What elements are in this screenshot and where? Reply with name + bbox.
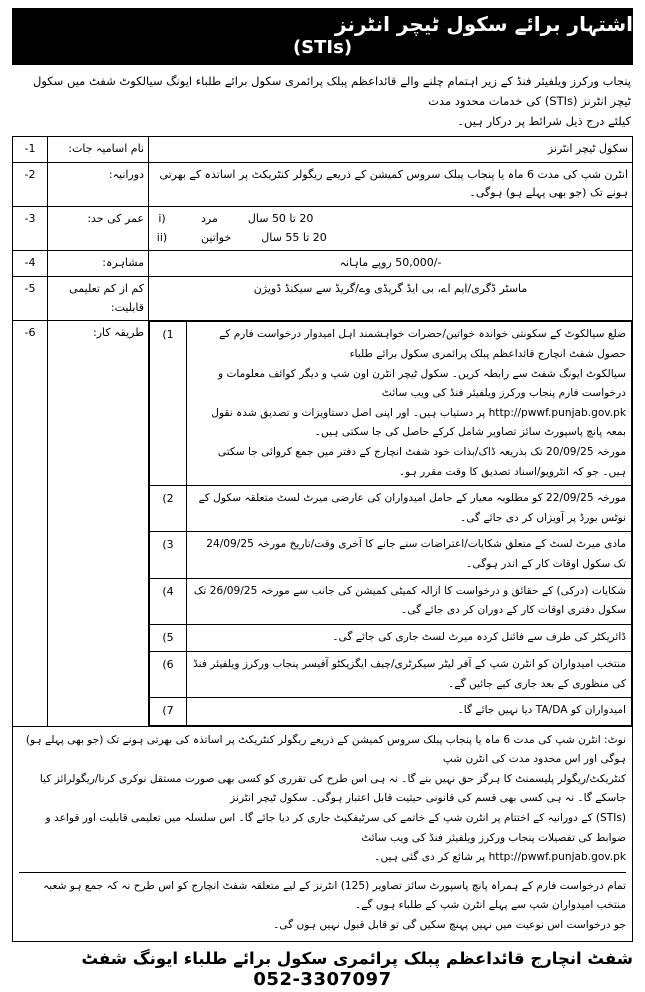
notes-block [12, 727, 633, 942]
row-body [149, 162, 633, 206]
row-label: طریقہ کار: [48, 321, 149, 726]
procedure-list [149, 321, 632, 725]
row-body [149, 321, 633, 726]
procedure-item-number: (2 [150, 486, 187, 532]
procedure-item-text [187, 652, 632, 698]
note-line: (STIs) کے دورانیہ کے اختتام پر انٹرن شپ کے خاتمے کی سرٹیفکیٹ جاری کر دیا جائے گا۔ اس سلسلہ میں تعلیمی قابلیت اور قواعد و ضوابط کی تفصیلات پنجاب ورکرز ویلفیئر فنڈ کی ویب سائٹ [45, 812, 626, 844]
row-label: دورانیہ: [48, 162, 149, 206]
procedure-item-text [187, 698, 632, 725]
row-label: نام اسامیہ جات: [48, 136, 149, 162]
note-line: جو درخواست اس نوعیت میں نہیں پہنچ سکیں گی تو قابل قبول نہیں ہوں گی۔ [273, 919, 626, 931]
procedure-item-number: (6 [150, 652, 187, 698]
table-row [13, 136, 633, 162]
procedure-item-text [187, 322, 632, 486]
table-row [13, 277, 633, 321]
row-label: کم از کم تعلیمی قابلیت: [48, 277, 149, 321]
age-row-gender: خواتین [201, 230, 232, 244]
procedure-item [150, 322, 632, 486]
note-line: نوٹ: انٹرن شپ کی مدت 6 ماہ یا پنجاب پبلک سروس کمیشن کے ذریعے ریگولر کنٹریکٹ پر اساتذہ کی بھرتی ہونے تک (جو بھی پہلے ہو) ہوگی اور اس محدود مدت کی انٹرن شپ [25, 733, 626, 766]
page-title-sub: (STIs) [292, 37, 353, 58]
procedure-line: مادی میرٹ لسٹ کے متعلق شکایات/اعتراضات سنے جانے کا آخری وقت/تاریخ مورخہ 24/09/25 تک سکول اوقات کار کے اندر ہوگی۔ [206, 538, 626, 570]
procedure-item-text [187, 624, 632, 651]
row-body-line: سکول ٹیچر انٹرنز [547, 141, 628, 155]
intro-line-2: کیلئے درج ذیل شرائط پر درکار ہیں۔ [457, 113, 631, 128]
procedure-line: http://pwwf.punjab.gov.pk پر دستیاب ہیں۔ اور اپنی اصل دستاویزات و تصدیق شدہ نقول بمعہ پانچ پاسپورٹ سائز تصاویر شامل کرکے حاصل کی جا سکتی ہیں۔ [211, 406, 626, 439]
procedure-line: مورخہ 22/09/25 کو مطلوبہ معیار کے حامل امیدواران کی عارضی میرٹ لسٹ متعلقہ سکول کے نوٹس بورڈ پر آویزاں کر دی جائے گی۔ [198, 492, 626, 524]
row-number: -2 [13, 162, 48, 206]
row-body-line: -/50,000 روپے ماہانہ [339, 256, 442, 270]
age-row-female [153, 229, 628, 248]
procedure-line: شکایات (درکی) کے حقائق و درخواست کا ازالہ کمیٹی کمیشن کی جانب سے مورخہ 26/09/25 تک سکول دفتری اوقات کار کے دوران کر دی جائے گی۔ [193, 584, 626, 617]
age-row-index: (i [158, 212, 166, 226]
procedure-item [150, 624, 632, 651]
footer [12, 948, 633, 992]
note-line: کنٹریکٹ/ریگولر پلیسمنٹ کا ہرگز حق نہیں بنے گا۔ نہ ہی اس طرح کی تقرری کو کسی بھی صورت مستقل نوکری کرنا/ریگولرائز کیا جاسکے گا۔ نہ ہی کسی بھی قسم کی قانونی حیثیت قابل اعتبار ہوگی۔ سکول ٹیچر انٹرنز [39, 772, 626, 805]
row-number: -4 [13, 251, 48, 277]
row-number: -6 [13, 321, 48, 726]
procedure-item-number: (5 [150, 624, 187, 651]
procedure-item-number: (4 [150, 578, 187, 624]
row-label: مشاہرہ: [48, 251, 149, 277]
conditions-table [12, 136, 633, 727]
procedure-line: منتخب امیدواران کو انٹرن شپ کے آفر لیٹر سیکرٹری/چیف ایگزیکٹو آفیسر پنجاب ورکرز ویلفیئر فنڈ کی منظوری کے بعد جاری کیے جائیں گے۔ [193, 658, 626, 690]
notes-divider [19, 872, 626, 873]
row-number: -1 [13, 136, 48, 162]
row-body [149, 251, 633, 277]
row-body [149, 207, 633, 251]
procedure-item-text [187, 486, 632, 532]
table-row [13, 251, 633, 277]
age-row-gender: مرد [201, 212, 218, 226]
procedure-line: ڈائریکٹر کی طرف سے فائنل کردہ میرٹ لسٹ جاری کی جائے گی۔ [332, 630, 626, 643]
footer-authority: شفٹ انچارج قائداعظم پبلک پرائمری سکول برائے طلباء ایونگ شفٹ [81, 948, 633, 968]
procedure-item-text [187, 532, 632, 578]
intro-line-1: پنجاب ورکرز ویلفیئر فنڈ کے زیر اہتمام چلنے والے قائداعظم پبلک پرائمری سکول برائے طلباء ایونگ سیالکوٹ شفٹ میں سکول ٹیچر انٹرنز (STIs) کی خدمات محدود مدت [33, 73, 631, 108]
procedure-line: سیالکوٹ ایونگ شفٹ سے رابطہ کریں۔ سکول ٹیچر انٹرن اون شپ و دیگر کوائف معلومات و درخواست فارم پنجاب ورکرز ویلفیئر فنڈ کی ویب سائٹ [217, 367, 626, 400]
procedure-item [150, 698, 632, 725]
row-number: -5 [13, 277, 48, 321]
procedure-line: مورخہ 20/09/25 تک بذریعہ ڈاک/بذات خود شفٹ انچارج کے دفتر میں جمع کروائی جا سکتی ہیں۔ جو کہ انٹرویو/اسناد تصدیق کا وقت مقرر ہو۔ [217, 446, 626, 478]
row-body [149, 277, 633, 321]
page-title: اشتہار برائے سکول ٹیچر انٹرنز [335, 12, 633, 36]
note-line: تمام درخواست فارم کے ہمراہ پانچ پاسپورٹ سائز تصاویر (125) انٹرنز کے لیے متعلقہ شفٹ انچارج کو اس طرح نہ کہ جمع ہو شعبہ منتخب امیدواران شپ سے پہلے انٹرن شپ کے طلباء ہوں گے۔ [43, 879, 626, 912]
procedure-line: ضلع سیالکوٹ کے سکونتی خواندہ خواتین/حضرات خواہشمند اہل امیدوار درخواست فارم کے حصول شفٹ انچارج قائداعظم پبلک پرائمری سکول برائے طلباء [219, 328, 626, 361]
procedure-line: امیدواران کو TA/DA دیا نہیں جائے گا۔ [457, 704, 626, 717]
age-row-value: 20 تا 55 سال [261, 230, 327, 244]
procedure-item-number: (3 [150, 532, 187, 578]
procedure-item-text [187, 578, 632, 624]
row-body-line: ماسٹر ڈگری/ایم اے، بی ایڈ گریڈی وے/گریڈ سے سیکنڈ ڈویژن [253, 282, 528, 296]
note-line: http://pwwf.punjab.gov.pk پر شائع کر دی گئی ہیں۔ [374, 851, 626, 864]
intro-paragraph [14, 71, 631, 131]
procedure-item-number: (1 [150, 322, 187, 486]
row-label: عمر کی حد: [48, 207, 149, 251]
table-row [13, 207, 633, 251]
row-body [149, 136, 633, 162]
age-row-value: 20 تا 50 سال [247, 212, 314, 226]
row-number: -3 [13, 207, 48, 251]
footer-phone: 052-3307097 [253, 969, 392, 991]
row-body-line: انٹرن شپ کی مدت 6 ماہ یا پنجاب پبلک سروس کمیشن کے ذریعے ریگولر کنٹریکٹ پر اساتذہ کے بھرتی ہونے تک (جو بھی پہلے ہو) ہوگی۔ [159, 167, 628, 200]
procedure-item [150, 486, 632, 532]
procedure-item [150, 652, 632, 698]
age-row-index: (ii [156, 230, 168, 244]
table-row [13, 321, 633, 726]
procedure-item [150, 578, 632, 624]
procedure-item [150, 532, 632, 578]
header-band [12, 8, 633, 65]
procedure-item-number: (7 [150, 698, 187, 725]
table-row [13, 162, 633, 206]
age-row-male [153, 210, 628, 229]
